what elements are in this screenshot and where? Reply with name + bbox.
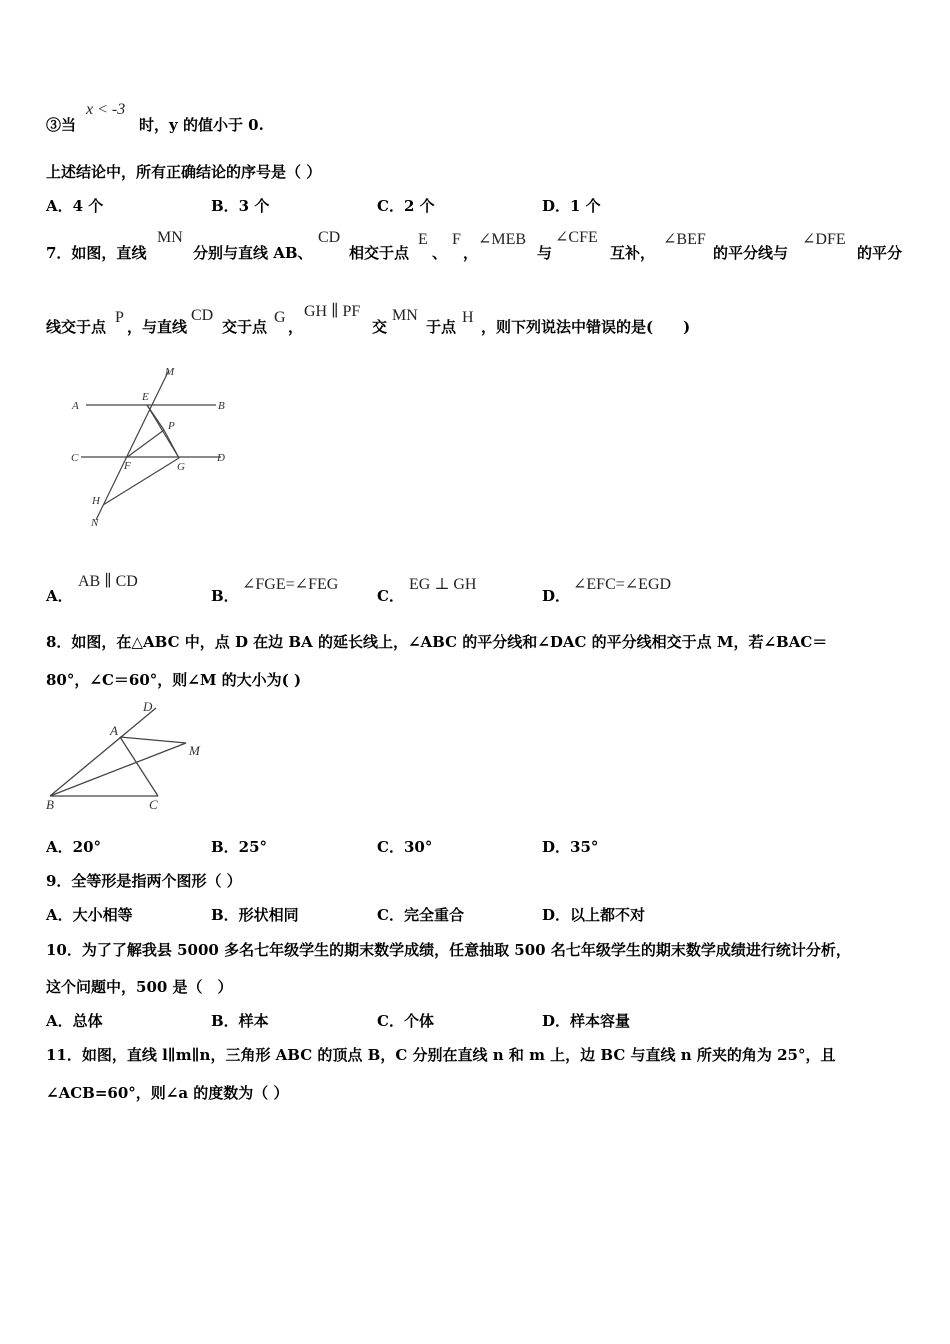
bisector-bm xyxy=(50,743,186,796)
label-p: P xyxy=(168,420,175,432)
label-c: C xyxy=(71,452,79,464)
q7-math: ∠CFE xyxy=(555,229,598,246)
q7-text: 于点 xyxy=(426,318,457,336)
q7-math: F xyxy=(452,231,461,248)
q7-math: H xyxy=(462,309,474,326)
label-m: M xyxy=(165,366,175,378)
label-d: D xyxy=(143,699,153,714)
q7-text: ，与直线 xyxy=(127,318,188,336)
q10-option-d: D．样本容量 xyxy=(542,1012,631,1030)
q10-option-c: C．个体 xyxy=(377,1012,434,1030)
line-mn xyxy=(96,370,169,520)
q7-math: GH ∥ PF xyxy=(304,303,361,320)
q6-item3-math: x < -3 xyxy=(86,101,126,118)
q9-option-a: A．大小相等 xyxy=(46,906,133,924)
label-m: M xyxy=(189,743,200,758)
q7-option-d-letter: D． xyxy=(542,587,571,605)
q9-option-c: C．完全重合 xyxy=(377,906,464,924)
label-f: F xyxy=(124,460,131,472)
q6-summary: 上述结论中，所有正确结论的序号是（ ） xyxy=(46,163,322,181)
label-b: B xyxy=(218,400,225,412)
q7-math: CD xyxy=(191,307,214,324)
q8-line2: 80°，∠C＝60°，则∠M 的大小为( ) xyxy=(46,671,302,689)
q10-option-b: B．样本 xyxy=(211,1012,269,1030)
q6-option-c: C．2 个 xyxy=(377,197,435,215)
q7-option-b-math: ∠FGE=∠FEG xyxy=(242,576,339,593)
label-a: A xyxy=(72,400,79,412)
label-h: H xyxy=(92,495,100,507)
q7-math: P xyxy=(115,309,124,326)
q11-line1: 11．如图，直线 l∥m∥n，三角形 ABC 的顶点 B，C 分别在直线 n 和 m 上，边 BC 与直线 n 所夹的角为 25°，且 xyxy=(46,1046,836,1064)
q7-text: ，则下列说法中错误的是( ) xyxy=(481,318,691,336)
q8-option-c: C．30° xyxy=(377,838,433,856)
label-n: N xyxy=(91,517,99,529)
q7-text: 与 xyxy=(537,244,553,262)
q7-option-c-math: EG ⊥ GH xyxy=(409,576,477,593)
q7-text: ， xyxy=(463,244,479,262)
q10-line2: 这个问题中，500 是（ ） xyxy=(46,978,233,996)
q7-text: ， xyxy=(288,318,304,336)
q8-figure xyxy=(44,698,212,813)
q7-option-c-letter: C． xyxy=(377,587,404,605)
label-d: D xyxy=(217,452,225,464)
label-b: B xyxy=(46,797,54,812)
q7-math: ∠MEB xyxy=(478,231,527,248)
q7-math: MN xyxy=(157,229,183,246)
q8-option-b: B．25° xyxy=(211,838,268,856)
q8-line1: 8．如图，在△ABC 中，点 D 在边 BA 的延长线上，∠ABC 的平分线和∠DAC 的平分线相交于点 M，若∠BAC＝ xyxy=(46,633,828,651)
segment-fp xyxy=(126,430,164,458)
q11-line2: ∠ACB=60°，则∠a 的度数为（ ） xyxy=(46,1084,289,1102)
bisector-am xyxy=(120,737,186,743)
q7-math: E xyxy=(418,231,428,248)
q6-option-a: A．4 个 xyxy=(46,197,104,215)
q7-text: 互补， xyxy=(610,244,656,262)
q7-figure xyxy=(46,362,246,532)
q6-item3-prefix: ③当 xyxy=(46,116,77,134)
q7-math: G xyxy=(274,309,286,326)
q6-item3-suffix: 时，y 的值小于 0. xyxy=(139,116,264,134)
q9-option-b: B．形状相同 xyxy=(211,906,299,924)
q7-math: MN xyxy=(392,307,418,324)
label-c: C xyxy=(149,797,158,812)
q7-text: 线交于点 xyxy=(46,318,107,336)
label-e: E xyxy=(142,391,149,403)
q7-text: 的平分 xyxy=(857,244,903,262)
q9-stem: 9．全等形是指两个图形（ ） xyxy=(46,872,242,890)
label-g: G xyxy=(177,461,185,473)
q10-option-a: A．总体 xyxy=(46,1012,103,1030)
q7-text: 7．如图，直线 xyxy=(46,244,147,262)
q7-option-a-letter: A． xyxy=(46,587,73,605)
q6-option-b: B．3 个 xyxy=(211,197,270,215)
q7-math: CD xyxy=(318,229,341,246)
q7-math: ∠DFE xyxy=(802,231,846,248)
q8-option-a: A．20° xyxy=(46,838,102,856)
q10-line1: 10．为了了解我县 5000 多名七年级学生的期末数学成绩，任意抽取 500 名七年级学生的期末数学成绩进行统计分析， xyxy=(46,941,851,959)
q7-text: 交于点 xyxy=(222,318,268,336)
q7-text: 的平分线与 xyxy=(713,244,789,262)
label-a: A xyxy=(110,723,118,738)
q7-option-d-math: ∠EFC=∠EGD xyxy=(573,576,672,593)
q7-text: 、 xyxy=(432,244,448,262)
q9-option-d: D．以上都不对 xyxy=(542,906,646,924)
ray-bd xyxy=(50,708,156,796)
q7-option-b-letter: B． xyxy=(211,587,239,605)
q7-text: 分别与直线 AB、 xyxy=(193,244,313,262)
q7-text: 相交于点 xyxy=(349,244,410,262)
q7-option-a-math: AB ∥ CD xyxy=(78,573,138,590)
q6-option-d: D．1 个 xyxy=(542,197,601,215)
q7-math: ∠BEF xyxy=(663,231,706,248)
q8-option-d: D．35° xyxy=(542,838,599,856)
q7-text: 交 xyxy=(372,318,388,336)
